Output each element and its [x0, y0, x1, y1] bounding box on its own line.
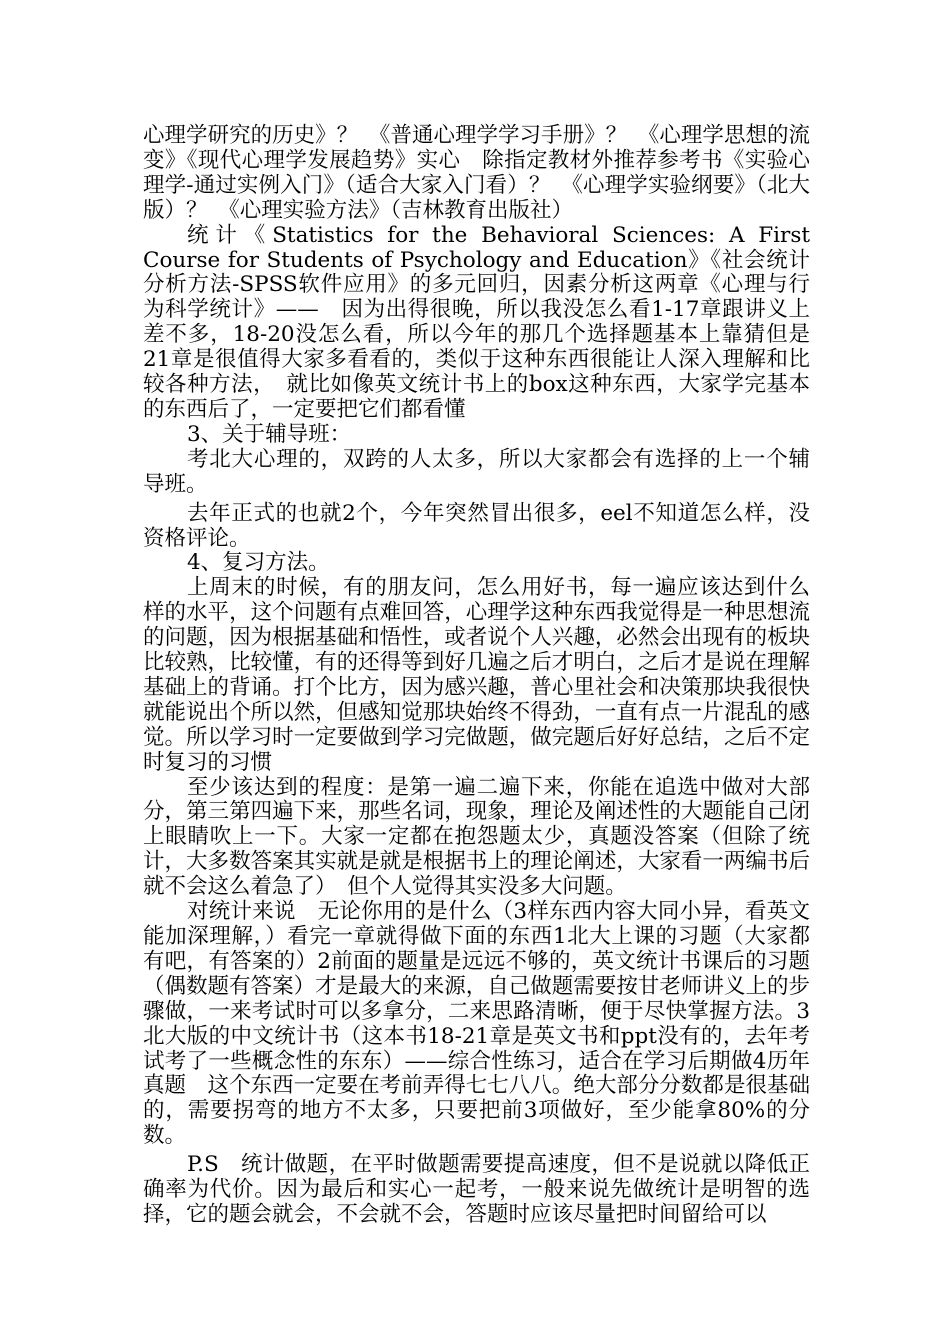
- section-heading-tutoring: 3、关于辅导班：: [187, 421, 352, 447]
- paragraph-statistics-books: 统计《Statistics for the Behavioral Sciences: A First Course for Students of Psychology and Education》《社会统计分析方法-SPSS软件应用》的多元回归，因素分析这两章《心理与行为科学统计》—— 因为出得很晚，所以我没怎么看1-17章跟讲义上差不多，18-20没怎么看，所以今年的那几个选择题基本上靠猜但是21章是很值得大家多看看的，类似于这种东西很能让人深入理解和比较各种方法， 就比如像英文统计书上的box这种东西，大家学完基本的东西后了，一定要把它们都看懂: [143, 222, 810, 422]
- paragraph-tutoring-2: 去年正式的也就2个，今年突然冒出很多，eel不知道怎么样，没资格评论。: [143, 500, 810, 551]
- paragraph-minimum-level: 至少该达到的程度：是第一遍二遍下来，你能在追选中做对大部分，第三第四遍下来，那些名词，现象，理论及阐述性的大题能自己闭上眼睛吹上一下。大家一定都在抱怨题太少，真题没答案（但除了统计，大多数答案其实就是就是根据书上的理论阐述，大家看一两编书后就不会这么着急了） 但个人觉得其实没多大问题。: [143, 774, 810, 900]
- document-body: [143, 124, 810, 1228]
- paragraph-review-method: 上周末的时候，有的朋友问，怎么用好书，每一遍应该达到什么样的水平，这个问题有点难回答，心理学这种东西我觉得是一种思想流的问题，因为根据基础和悟性，或者说个人兴趣，必然会出现有的板块比较熟，比较懂，有的还得等到好几遍之后才明白，之后才是说在理解基础上的背诵。打个比方，因为感兴趣，普心里社会和决策那块我很快就能说出个所以然，但感知觉那块始终不得劲，一直有点一片混乱的感觉。所以学习时一定要做到学习完做题，做完题后好好总结，之后不定时复习的习惯: [143, 575, 810, 775]
- paragraph-tutoring-1: 考北大心理的，双跨的人太多，所以大家都会有选择的上一个辅导班。: [143, 446, 810, 497]
- paragraph-reference-books: 心理学研究的历史》？ 《普通心理学学习手册》？ 《心理学思想的流变》《现代心理学发展趋势》实心 除指定教材外推荐参考书《实验心理学-通过实例入门》（适合大家入门看）？ 《心理学实验纲要》（北大版）？ 《心理实验方法》（吉林教育出版社）: [143, 123, 810, 223]
- paragraph-ps-note: P.S 统计做题，在平时做题需要提高速度，但不是说就以降低正确率为代价。因为最后和实心一起考，一般来说先做统计是明智的选择，它的题会就会，不会就不会，答题时应该尽量把时间留给可以: [143, 1152, 810, 1227]
- paragraph-statistics-practice: 对统计来说 无论你用的是什么（3样东西内容大同小异，看英文能加深理解，）看完一章就得做下面的东西1北大上课的习题（大家都有吧，有答案的）2前面的题量是远远不够的，英文统计书课后的习题（偶数题有答案）才是最大的来源，自己做题需要按甘老师讲义上的步骤做，一来考试时可以多拿分，二来思路清晰，便于尽快掌握方法。3北大版的中文统计书（这本书18-21章是英文书和ppt没有的，去年考试考了一些概念性的东东）——综合性练习，适合在学习后期做4历年真题 这个东西一定要在考前弄得七七八八。绝大部分分数都是很基础的，需要拐弯的地方不太多，只要把前3项做好，至少能拿80%的分数。: [143, 899, 810, 1149]
- section-heading-review-method: 4、复习方法。: [187, 550, 330, 576]
